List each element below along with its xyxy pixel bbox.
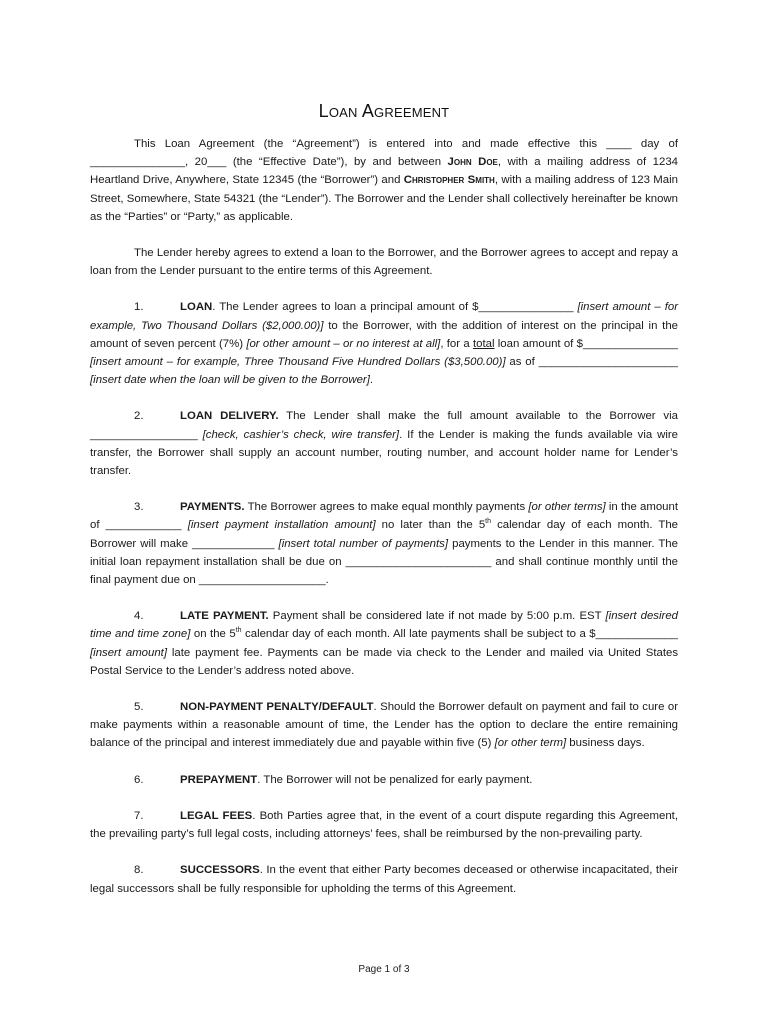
section-text: . The Borrower will not be penalized for early payment. bbox=[257, 773, 533, 786]
section-text: on the 5 bbox=[190, 628, 236, 641]
intro-paragraph bbox=[90, 135, 678, 226]
ordinal-suffix: th bbox=[485, 518, 492, 526]
section-text: loan amount of $_______________ bbox=[494, 337, 678, 350]
section-text: no later than the 5 bbox=[375, 519, 486, 532]
section-heading: PREPAYMENT bbox=[180, 773, 258, 786]
section-number: 3. bbox=[134, 501, 144, 514]
placeholder-note: [insert date when the loan will be given to the Borrower] bbox=[90, 374, 370, 387]
section-heading: PAYMENTS. bbox=[180, 501, 245, 514]
section-text: . Both Parties agree that, in the event of a court dispute regarding this Agreement, the prevailing party’s full legal costs, including attorneys’ fees, shall be reimbursed by the non-prevailing party. bbox=[90, 809, 678, 841]
document-title: Loan Agreement bbox=[318, 101, 450, 121]
section-text: in the amount of ____________ bbox=[90, 501, 678, 532]
section-text: to the Borrower, with the addition of interest on the principal in the amount of seven percent (7%) bbox=[90, 319, 679, 350]
section-text: payments to the Lender in this manner. The initial loan repayment installation shall be due on _______________________ and shall continue monthly until the final payment due on ____________________. bbox=[90, 537, 678, 587]
section-text: , for a bbox=[440, 337, 473, 350]
intro-text-3: , with a mailing address of 123 Main Street, Somewhere, State 54321 (the “Lender”). The Borrower and the Lender shall collectively hereinafter be known as the “Parties” or “Party,” as applicable. bbox=[90, 174, 678, 223]
placeholder-note: [check, cashier’s check, wire transfer] bbox=[202, 428, 400, 441]
intro-text-1: This Loan Agreement (the “Agreement”) is entered into and made effective this ____ day of _______________, 20___ (the “Effective Date”), by and between bbox=[90, 138, 678, 169]
intro-text-2: , with a mailing address of 1234 Heartland Drive, Anywhere, State 12345 (the “Borrower”) and bbox=[90, 156, 678, 187]
agreement-paragraph: The Lender hereby agrees to extend a loan to the Borrower, and the Borrower agrees to accept and repay a loan from the Lender pursuant to the entire terms of this Agreement. bbox=[90, 247, 678, 278]
page-number: Page 1 of 3 bbox=[358, 964, 410, 975]
section-text: . bbox=[369, 374, 374, 387]
section-number: 1. bbox=[134, 301, 144, 314]
section-text: . Should the Borrower default on payment and fail to cure or make payments within a reasonable amount of time, the Lender has the option to declare the entire remaining balance of the principal and interest immediately due and payable within five (5) bbox=[90, 701, 678, 750]
placeholder-note: [insert total number of payments] bbox=[278, 537, 449, 550]
placeholder-note: [insert desired time and time zone] bbox=[90, 610, 678, 641]
section-heading: LEGAL FEES bbox=[180, 809, 253, 822]
placeholder-note: [or other term] bbox=[494, 737, 567, 750]
section-loan-delivery bbox=[90, 407, 678, 480]
placeholder-note: [or other terms] bbox=[528, 501, 606, 514]
section-heading: SUCCESSORS bbox=[180, 864, 260, 877]
underlined-word: total bbox=[472, 337, 495, 350]
section-heading: LOAN bbox=[180, 301, 213, 314]
section-text: late payment fee. Payments can be made via check to the Lender and mailed via United States Postal Service to the Lender’s address noted above. bbox=[90, 646, 679, 677]
section-text: The Lender shall make the full amount available to the Borrower via _________________ bbox=[90, 410, 678, 441]
ordinal-suffix: th bbox=[235, 627, 242, 635]
section-text: . In the event that either Party becomes deceased or otherwise incapacitated, their legal successors shall be fully responsible for upholding the terms of this Agreement. bbox=[90, 864, 678, 895]
section-number: 7. bbox=[134, 809, 144, 822]
placeholder-note: [insert amount – for example, Two Thousand Dollars ($2,000.00)] bbox=[90, 301, 678, 332]
lender-name: Christopher Smith bbox=[403, 174, 495, 187]
section-payments bbox=[90, 498, 678, 589]
section-text: . If the Lender is making the funds available via wire transfer, the Borrower shall supply an account number, routing number, and account holder name for Lender’s transfer. bbox=[90, 428, 679, 478]
placeholder-note: [insert amount] bbox=[90, 646, 168, 659]
section-number: 4. bbox=[134, 610, 144, 623]
placeholder-note: [insert amount – for example, Three Thousand Five Hundred Dollars ($3,500.00)] bbox=[90, 356, 506, 369]
section-heading: LATE PAYMENT. bbox=[180, 610, 269, 623]
borrower-name: John Doe bbox=[447, 156, 498, 169]
section-text: calendar day of each month. The Borrower will make _____________ bbox=[90, 519, 678, 550]
section-number: 5. bbox=[134, 701, 144, 714]
placeholder-note: [or other amount – or no interest at all] bbox=[246, 337, 441, 350]
section-number: 2. bbox=[134, 410, 144, 423]
section-successors bbox=[90, 861, 678, 897]
section-non-payment bbox=[90, 698, 678, 753]
section-text: as of ______________________ bbox=[505, 356, 678, 369]
section-late-payment bbox=[90, 607, 678, 680]
placeholder-note: [insert payment installation amount] bbox=[187, 519, 376, 532]
section-number: 8. bbox=[134, 864, 144, 877]
section-prepayment bbox=[90, 771, 678, 789]
section-heading: NON-PAYMENT PENALTY/DEFAULT bbox=[180, 701, 374, 714]
section-text: business days. bbox=[566, 737, 645, 750]
section-text: Payment shall be considered late if not made by 5:00 p.m. EST bbox=[268, 610, 606, 623]
section-heading: LOAN DELIVERY. bbox=[180, 410, 279, 423]
section-legal-fees bbox=[90, 807, 678, 843]
document-body bbox=[90, 99, 678, 898]
section-text: calendar day of each month. All late payments shall be subject to a $_____________ bbox=[241, 628, 678, 641]
section-number: 6. bbox=[134, 773, 144, 786]
section-text: . The Lender agrees to loan a principal amount of $_______________ bbox=[212, 301, 578, 314]
section-loan bbox=[90, 298, 678, 389]
section-text: The Borrower agrees to make equal monthly payments bbox=[244, 501, 529, 514]
